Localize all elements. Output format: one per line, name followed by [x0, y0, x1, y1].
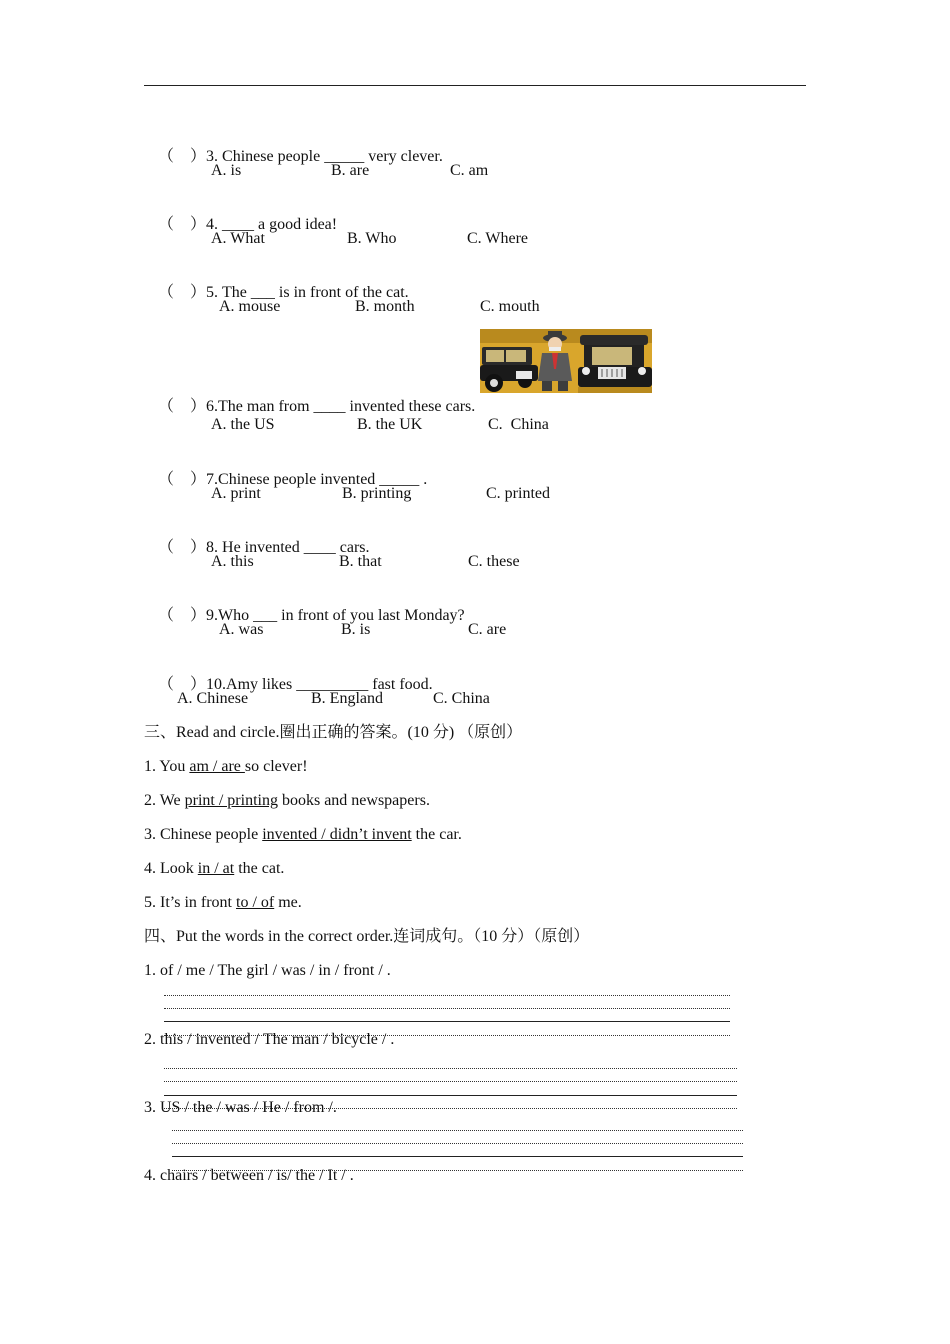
man-with-vintage-cars-illustration	[480, 329, 652, 393]
option-c: C. printed	[486, 485, 550, 502]
question-6	[150, 377, 475, 417]
option-c: C. China	[488, 416, 549, 433]
writing-line	[164, 1068, 737, 1069]
option-c: C. are	[468, 621, 507, 638]
item-text: the car.	[411, 826, 462, 843]
choice: invented / didn’t invent	[262, 826, 412, 843]
choice: in / at	[197, 860, 235, 877]
circle-item-1	[144, 757, 308, 777]
option-c: C. these	[468, 553, 520, 570]
choice: am / are	[189, 758, 245, 775]
option-b: B. are	[331, 162, 370, 179]
item-text: 3. Chinese people	[144, 826, 263, 843]
question-9	[150, 586, 465, 626]
option-a: A. mouse	[219, 298, 281, 315]
option-b: B. the UK	[357, 416, 423, 433]
writing-line	[172, 1130, 743, 1131]
option-c: C. Where	[467, 230, 529, 247]
item-text: 5. It’s in front	[144, 894, 236, 911]
section-4-title: 四、Put the words in the correct order.连词成句。（10 分）（原创）	[144, 928, 590, 945]
writing-line	[164, 1008, 730, 1009]
option-b: B. that	[339, 553, 382, 570]
answer-paren: （ ）	[158, 284, 207, 301]
question-8	[150, 518, 370, 558]
writing-line	[172, 1143, 743, 1144]
answer-paren: （ ）	[158, 471, 207, 488]
option-b: B. is	[341, 621, 371, 638]
question-text: 6.The man from ____ invented these cars.	[206, 398, 476, 415]
writing-baseline	[164, 1095, 737, 1096]
circle-item-4	[144, 859, 284, 879]
question-text: 10.Amy likes _________ fast food.	[206, 676, 433, 693]
writing-line	[164, 1081, 737, 1082]
answer-paren: （ ）	[158, 148, 207, 165]
option-a: A. What	[211, 230, 265, 247]
writing-line	[164, 995, 730, 996]
answer-paren: （ ）	[158, 676, 207, 693]
order-item-1: 1. of / me / The girl / was / in / front / .	[144, 962, 391, 979]
option-a: A. this	[211, 553, 254, 570]
option-b: B. printing	[342, 485, 412, 502]
option-c: C. mouth	[480, 298, 540, 315]
circle-item-5	[144, 893, 302, 913]
order-item-4: 4. chairs / between / is/ the / It / .	[144, 1167, 354, 1184]
item-text: 2. We	[144, 792, 185, 809]
option-b: B. England	[311, 690, 383, 707]
item-text: books and newspapers.	[277, 792, 430, 809]
section-3-title: 三、Read and circle.圈出正确的答案。(10 分) （原创）	[144, 724, 523, 741]
item-text: 4. Look	[144, 860, 198, 877]
header-rule	[144, 85, 806, 86]
option-a: A. print	[211, 485, 261, 502]
question-text: 8. He invented ____ cars.	[206, 539, 370, 556]
order-item-2: 2. this / invented / The man / bicycle / .	[144, 1031, 395, 1048]
question-text: 4. ____ a good idea!	[206, 216, 338, 233]
answer-paren: （ ）	[158, 216, 207, 233]
option-b: B. Who	[347, 230, 397, 247]
writing-baseline	[172, 1156, 743, 1157]
answer-paren: （ ）	[158, 398, 207, 415]
choice: print / printing	[184, 792, 278, 809]
option-a: A. the US	[211, 416, 275, 433]
question-3	[150, 127, 443, 167]
option-c: C. am	[450, 162, 489, 179]
question-text: 9.Who ___ in front of you last Monday?	[206, 607, 465, 624]
item-text: so clever!	[244, 758, 308, 775]
question-text: 7.Chinese people invented _____ .	[206, 471, 428, 488]
item-text: 1. You	[144, 758, 190, 775]
question-text: 5. The ___ is in front of the cat.	[206, 284, 409, 301]
circle-item-3	[144, 825, 462, 845]
item-text: the cat.	[234, 860, 285, 877]
order-item-3: 3. US / the / was / He / from /.	[144, 1099, 337, 1116]
writing-baseline	[164, 1021, 730, 1022]
answer-paren: （ ）	[158, 607, 207, 624]
answer-paren: （ ）	[158, 539, 207, 556]
option-b: B. month	[355, 298, 415, 315]
option-a: A. is	[211, 162, 242, 179]
option-a: A. was	[219, 621, 264, 638]
question-text: 3. Chinese people _____ very clever.	[206, 148, 443, 165]
item-text: me.	[274, 894, 302, 911]
choice: to / of	[236, 894, 275, 911]
option-a: A. Chinese	[177, 690, 249, 707]
option-c: C. China	[433, 690, 490, 707]
circle-item-2	[144, 791, 430, 811]
